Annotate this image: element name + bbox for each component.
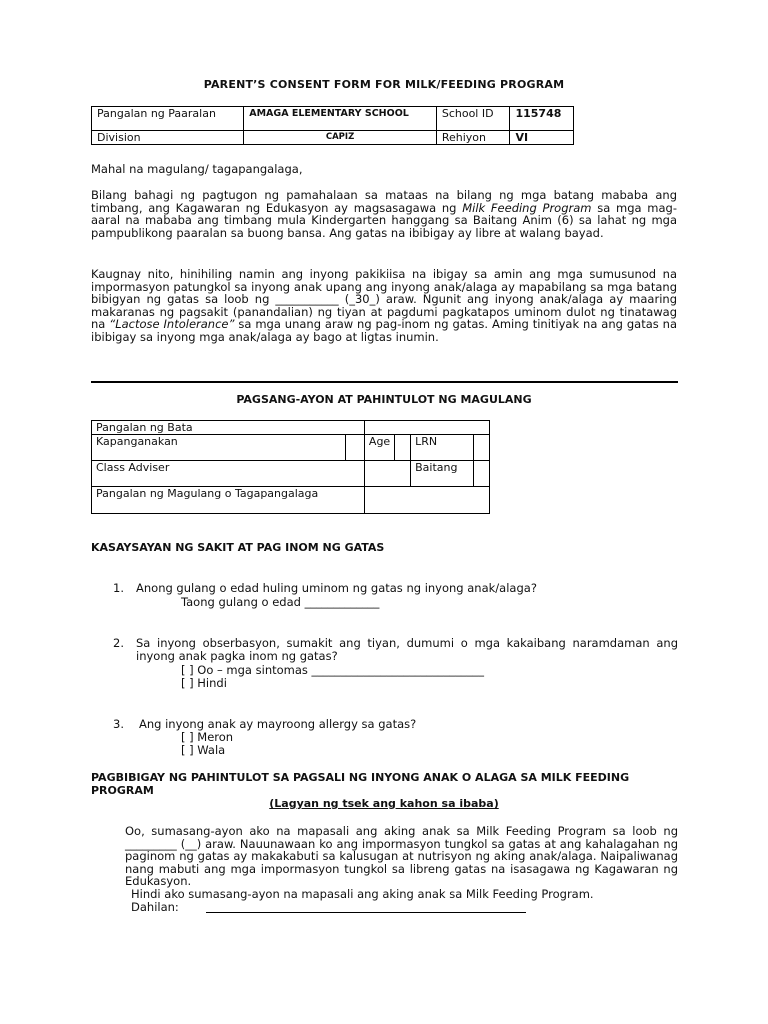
school-id-value: 115748	[510, 107, 574, 131]
intro-paragraph	[91, 189, 677, 239]
question-2-option-yes[interactable]: [ ] Oo – mga sintomas ______________________________	[181, 663, 485, 677]
reason-line[interactable]	[206, 912, 526, 913]
school-id-label: School ID	[436, 107, 510, 131]
lrn-field[interactable]	[474, 435, 490, 461]
history-heading: KASAYSAYAN NG SAKIT AT PAG INOM NG GATAS	[91, 541, 385, 554]
question-3-option-no[interactable]: [ ] Wala	[181, 743, 226, 757]
school-name-label: Pangalan ng Paaralan	[92, 107, 244, 131]
division-value: CAPIZ	[244, 131, 437, 145]
reason-label: Dahilan:	[131, 900, 179, 914]
birth-field[interactable]	[346, 435, 365, 461]
question-2-option-no[interactable]: [ ] Hindi	[181, 676, 227, 690]
paragraph2-text: Kaugnay nito, hinihiling namin ang inyong pakikiisa na ibigay sa amin ang mga sumusunod na impormasyon patungkol sa inyong anak upang ang inyong anak/alaga ay mapabilang sa mga batang bibigyan ng gatas sa loob ng ___________ (_30_) araw. Ngunit ang inyong anak/alaga ay maaring makaranas ng pagsakit (panandalian) ng tiyan at pagdumi pagkatapos uminom dulot ng tinatawag na	[91, 267, 677, 332]
grade-label: Baitang	[411, 461, 474, 487]
age-field[interactable]	[395, 435, 411, 461]
region-value: VI	[510, 131, 574, 145]
question-3-number: 3.	[113, 717, 124, 731]
question-1-answer[interactable]: Taong gulang o edad _____________	[181, 595, 380, 609]
age-label: Age	[364, 435, 395, 461]
permission-heading: PAGBIBIGAY NG PAHINTULOT SA PAGSALI NG INYONG ANAK O ALAGA SA MILK FEEDING PROGRAM	[91, 771, 630, 797]
adviser-field[interactable]	[364, 461, 410, 487]
form-title: PARENT’S CONSENT FORM FOR MILK/FEEDING PROGRAM	[203, 78, 565, 91]
paragraph1-text: Bilang bahagi ng pagtugon ng pamahalaan sa mataas na bilang ng mga batang mababa ang timbang, ang Kagawaran ng Edukasyon ay magsasagawa ng	[91, 188, 677, 215]
question-1-text: Anong gulang o edad huling uminom ng gatas ng inyong anak/alaga?	[136, 581, 537, 595]
paragraph1-program-name: Milk Feeding Program	[462, 200, 592, 215]
child-info-table	[91, 420, 490, 514]
child-name-label: Pangalan ng Bata	[92, 421, 365, 435]
question-1-number: 1.	[113, 581, 124, 595]
question-3-option-yes[interactable]: [ ] Meron	[181, 730, 234, 744]
question-3-text: Ang inyong anak ay mayroong allergy sa gatas?	[139, 717, 417, 731]
question-2-text: Sa inyong obserbasyon, sumakit ang tiyan, dumumi o mga kakaibang naramdaman ang inyong anak pagka inom ng gatas?	[136, 636, 678, 663]
adviser-label: Class Adviser	[92, 461, 365, 487]
paragraph2-lactose-term: “Lactose Intolerance”	[109, 317, 235, 332]
agree-option[interactable]: Oo, sumasang-ayon ako na mapasali ang aking anak sa Milk Feeding Program sa loob ng _________ (__) araw. Nauunawaan ko ang impormasyon tungkol sa gatas at ang kahalagahan ng paginom ng gatas ay makakabuti sa kalusugan at nutrisyon ng aking anak/alaga. Naipaliwanag nang mabuti ang mga impormasyon tungkol sa libreng gatas na isasagawa ng Kagawaran ng Edukasyon.	[125, 824, 678, 889]
question-2-number: 2.	[113, 636, 124, 650]
division-label: Division	[92, 131, 244, 145]
parent-name-field[interactable]	[364, 487, 489, 514]
lrn-label: LRN	[411, 435, 474, 461]
child-name-field[interactable]	[364, 421, 489, 435]
paragraph2-text-end: sa mga unang araw ng pag-inom ng gatas. Aming tinitiyak na ang gatas na ibibigay sa inyong mga anak/alaga ay bago at ligtas inumin.	[91, 317, 677, 344]
check-instruction: (Lagyan ng tsek ang kahon sa ibaba)	[269, 797, 499, 810]
paragraph1-text-end: sa mga mag-aaral na mababa ang timbang mula Kindergarten hanggang sa Baitang Anim (6) sa lahat ng mga pampublikong paaralan sa buong bansa. Ang gatas na ibibigay ay libre at walang bayad.	[91, 200, 677, 240]
parent-name-label: Pangalan ng Magulang o Tagapangalaga	[92, 487, 365, 514]
birth-label: Kapanganakan	[92, 435, 346, 461]
salutation: Mahal na magulang/ tagapangalaga,	[91, 162, 303, 176]
info-paragraph	[91, 268, 677, 344]
disagree-option[interactable]: Hindi ako sumasang-ayon na mapasali ang aking anak sa Milk Feeding Program.	[131, 887, 594, 901]
consent-heading: PAGSANG-AYON AT PAHINTULOT NG MAGULANG	[236, 393, 532, 406]
school-info-table	[91, 106, 574, 145]
school-name-value: AMAGA ELEMENTARY SCHOOL	[244, 107, 437, 131]
section-divider	[91, 381, 678, 383]
region-label: Rehiyon	[436, 131, 510, 145]
grade-field[interactable]	[474, 461, 490, 487]
